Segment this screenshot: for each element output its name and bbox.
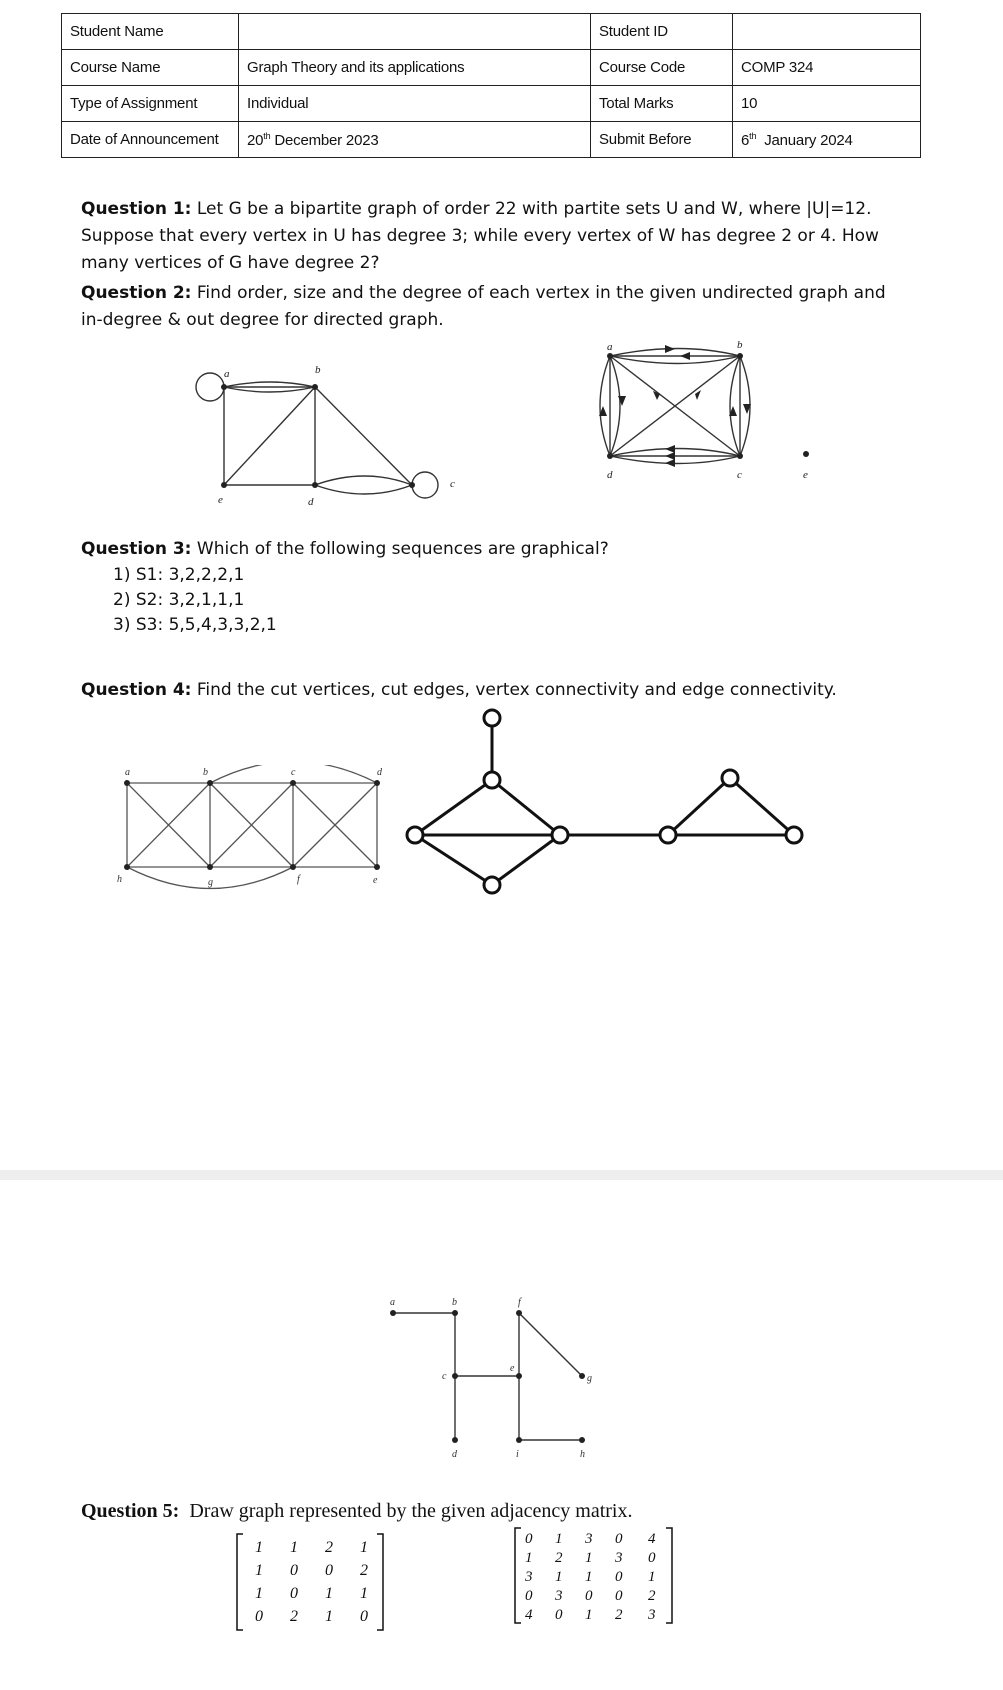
- m2-cell: 3: [555, 1588, 563, 1604]
- matrix-1-left-bracket: [237, 1534, 243, 1630]
- course-name-value: Graph Theory and its applications: [239, 50, 591, 86]
- question-2-label: Question 2:: [81, 283, 192, 303]
- m1-cell: 1: [325, 1608, 333, 1625]
- m2-cell: 0: [525, 1531, 533, 1547]
- m2-cell: 0: [648, 1550, 656, 1566]
- g1-vertex: [374, 780, 380, 786]
- loop-c: [412, 472, 438, 498]
- p2-vertex: [452, 1437, 458, 1443]
- assignment-page-2: [0, 1180, 1003, 1690]
- g2-vertex: [722, 770, 738, 786]
- p2-vertex: [579, 1437, 585, 1443]
- vertex-b: [312, 384, 318, 390]
- p2-label-f: f: [518, 1297, 521, 1308]
- dvertex-d: [607, 453, 613, 459]
- m1-cell: 2: [325, 1539, 333, 1556]
- m2-cell: 3: [585, 1531, 593, 1547]
- label-a: a: [224, 368, 230, 380]
- student-id-field[interactable]: [733, 14, 921, 50]
- matrix-2-left-bracket: [515, 1528, 521, 1623]
- m2-cell: 4: [525, 1607, 533, 1623]
- p2-vertex: [516, 1373, 522, 1379]
- g2-vertex: [552, 827, 568, 843]
- m2-cell: 1: [555, 1569, 563, 1585]
- m2-cell: 2: [555, 1550, 563, 1566]
- g1-label-g: g: [208, 877, 213, 888]
- dlabel-d: d: [607, 469, 613, 481]
- dvertex-a: [607, 353, 613, 359]
- m2-cell: 3: [525, 1569, 533, 1585]
- arrow-2: [680, 352, 690, 360]
- arc-b-c-1: [730, 356, 740, 456]
- vertex-e: [221, 482, 227, 488]
- m1-cell: 1: [290, 1539, 298, 1556]
- m2-cell: 1: [585, 1607, 593, 1623]
- g1-vertex: [374, 864, 380, 870]
- g2-vertex: [407, 827, 423, 843]
- question-1-label: Question 1:: [81, 199, 192, 219]
- m2-cell: 1: [585, 1550, 593, 1566]
- q4-graph-2: [400, 700, 820, 900]
- g1-label-d: d: [377, 767, 382, 778]
- g2-edge: [492, 835, 560, 885]
- m1-cell: 1: [255, 1539, 263, 1556]
- p2-label-b: b: [452, 1297, 457, 1308]
- course-code-value: COMP 324: [733, 50, 921, 86]
- p2-vertex: [516, 1437, 522, 1443]
- g1-vertex: [290, 780, 296, 786]
- m1-cell: 1: [360, 1539, 368, 1556]
- announcement-date: [239, 122, 591, 158]
- m1-cell: 1: [255, 1562, 263, 1579]
- submit-sup: th: [749, 130, 757, 141]
- dvertex-e: [803, 451, 809, 457]
- g2-vertex: [484, 877, 500, 893]
- g2-edge: [492, 780, 560, 835]
- question-2-text: Find order, size and the degree of each vertex in the given undirected graph and in-degree & out degree for directed graph.: [81, 283, 886, 330]
- arrow-8: [695, 390, 701, 400]
- m2-cell: 1: [525, 1550, 533, 1566]
- edge-d-c-2: [315, 485, 412, 494]
- p2-vertex: [579, 1373, 585, 1379]
- m2-cell: 4: [648, 1531, 656, 1547]
- m1-cell: 1: [325, 1585, 333, 1602]
- announcement-sup: th: [263, 130, 271, 141]
- question-2: [81, 280, 911, 334]
- question-5-label: Question 5:: [81, 1500, 180, 1522]
- m2-cell: 0: [615, 1588, 623, 1604]
- page-separator: [0, 1170, 1003, 1180]
- q4-graph-1: [105, 765, 395, 895]
- vertex-a: [221, 384, 227, 390]
- g2-edge: [415, 780, 492, 835]
- g2-vertex: [484, 710, 500, 726]
- m1-cell: 2: [290, 1608, 298, 1625]
- assignment-type-label: Type of Assignment: [62, 86, 239, 122]
- submit-date: [733, 122, 921, 158]
- sequence-item: 3) S3: 5,5,4,3,3,2,1: [113, 615, 277, 635]
- m2-cell: 0: [615, 1569, 623, 1585]
- m1-cell: 0: [325, 1562, 333, 1579]
- edge-b-e: [224, 387, 315, 485]
- undirected-graph: [180, 355, 480, 510]
- arc-a-b-3: [610, 356, 740, 364]
- m2-cell: 0: [585, 1588, 593, 1604]
- assignment-type-value: Individual: [239, 86, 591, 122]
- p2-label-g: g: [587, 1373, 592, 1384]
- edge-a-b-3: [224, 387, 315, 392]
- dlabel-b: b: [737, 339, 743, 351]
- sequence-item: 2) S2: 3,2,1,1,1: [113, 590, 245, 610]
- p2-label-i: i: [516, 1449, 519, 1460]
- arc-a-b-1: [610, 349, 740, 357]
- g2-edge: [415, 835, 492, 885]
- question-3-label: Question 3:: [81, 539, 192, 559]
- p2-vertex: [452, 1310, 458, 1316]
- matrix-1: [235, 1530, 395, 1635]
- arrow-10: [665, 452, 675, 460]
- m1-cell: 1: [360, 1585, 368, 1602]
- loop-a: [196, 373, 224, 401]
- question-4-label: Question 4:: [81, 680, 192, 700]
- m2-cell: 1: [585, 1569, 593, 1585]
- p2-label-e: e: [510, 1363, 515, 1374]
- label-c: c: [450, 478, 455, 490]
- p2-label-a: a: [390, 1297, 395, 1308]
- m2-cell: 1: [648, 1569, 656, 1585]
- g1-vertex: [290, 864, 296, 870]
- edge-a-b-2: [224, 382, 315, 387]
- p2-label-c: c: [442, 1371, 447, 1382]
- course-code-label: Course Code: [591, 50, 733, 86]
- dlabel-e: e: [803, 469, 808, 481]
- m1-cell: 0: [290, 1562, 298, 1579]
- m2-cell: 2: [615, 1607, 623, 1623]
- arc-a-d-1: [600, 356, 610, 456]
- m1-cell: 0: [360, 1608, 368, 1625]
- announcement-label: Date of Announcement: [62, 122, 239, 158]
- m2-cell: 0: [555, 1607, 563, 1623]
- edge-b-c: [315, 387, 412, 485]
- g2-vertex: [484, 772, 500, 788]
- dlabel-c: c: [737, 469, 742, 481]
- g1-label-e: e: [373, 875, 378, 886]
- question-3-text: Which of the following sequences are graphical?: [191, 539, 609, 559]
- vertex-c: [409, 482, 415, 488]
- matrix-2-right-bracket: [666, 1528, 672, 1623]
- g1-label-c: c: [291, 767, 296, 778]
- dlabel-a: a: [607, 341, 613, 353]
- vertex-d: [312, 482, 318, 488]
- question-1: [81, 196, 911, 277]
- submit-label: Submit Before: [591, 122, 733, 158]
- g1-vertex: [207, 864, 213, 870]
- directed-graph: [585, 336, 825, 486]
- g2-vertex: [786, 827, 802, 843]
- m2-cell: 0: [615, 1531, 623, 1547]
- p2-vertex: [452, 1373, 458, 1379]
- question-5: [81, 1500, 633, 1523]
- label-e: e: [218, 494, 223, 506]
- m1-cell: 0: [290, 1585, 298, 1602]
- student-id-label: Student ID: [591, 14, 733, 50]
- p2-label-d: d: [452, 1449, 457, 1460]
- g1-vertex: [207, 780, 213, 786]
- g1-label-b: b: [203, 767, 208, 778]
- total-marks-value: 10: [733, 86, 921, 122]
- question-4-text: Find the cut vertices, cut edges, vertex connectivity and edge connectivity.: [191, 680, 837, 700]
- announcement-rest: December 2023: [270, 131, 379, 149]
- question-3-list: [113, 563, 277, 638]
- m2-cell: 1: [555, 1531, 563, 1547]
- arrow-9: [665, 445, 675, 453]
- g1-vertex: [124, 780, 130, 786]
- course-name-label: Course Name: [62, 50, 239, 86]
- question-3: [81, 536, 911, 563]
- announcement-day: 20: [247, 131, 264, 149]
- m1-cell: 0: [255, 1608, 263, 1625]
- total-marks-label: Total Marks: [591, 86, 733, 122]
- m2-cell: 3: [648, 1607, 656, 1623]
- p2-vertex: [390, 1310, 396, 1316]
- m1-cell: 2: [360, 1562, 368, 1579]
- question-1-text: Let G be a bipartite graph of order 22 with partite sets U and W, where |U|=12. Suppose that every vertex in U has degree 3; while every vertex of W has degree 2 or 4. How many vertices of G have degree 2?: [81, 199, 879, 273]
- student-name-label: Student Name: [62, 14, 239, 50]
- dvertex-b: [737, 353, 743, 359]
- matrix-1-right-bracket: [377, 1534, 383, 1630]
- m1-cell: 1: [255, 1585, 263, 1602]
- label-b: b: [315, 364, 321, 376]
- dvertex-c: [737, 453, 743, 459]
- p2-vertex: [516, 1310, 522, 1316]
- submit-rest: January 2024: [756, 131, 853, 149]
- m2-cell: 0: [525, 1588, 533, 1604]
- label-d: d: [308, 496, 314, 508]
- edge-d-c-1: [315, 476, 412, 485]
- p2-label-h: h: [580, 1449, 585, 1460]
- m2-cell: 2: [648, 1588, 656, 1604]
- g2-edge: [668, 778, 730, 835]
- page2-graph: [375, 1295, 605, 1470]
- header-table: [61, 13, 921, 158]
- matrix-2: [513, 1525, 678, 1627]
- g2-edge: [730, 778, 794, 835]
- g1-label-h: h: [117, 874, 122, 885]
- submit-day: 6: [741, 131, 750, 149]
- g1-label-a: a: [125, 767, 130, 778]
- arrow-1: [665, 345, 675, 353]
- g2-vertex: [660, 827, 676, 843]
- arrow-11: [665, 459, 675, 467]
- student-name-field[interactable]: [239, 14, 591, 50]
- g1-label-f: f: [297, 874, 300, 885]
- g1-vertex: [124, 864, 130, 870]
- m2-cell: 3: [615, 1550, 623, 1566]
- question-5-text: Draw graph represented by the given adjacency matrix.: [179, 1500, 633, 1522]
- arc-a-d-3: [610, 356, 620, 456]
- p2-edge: [519, 1313, 582, 1376]
- sequence-item: 1) S1: 3,2,2,2,1: [113, 565, 245, 585]
